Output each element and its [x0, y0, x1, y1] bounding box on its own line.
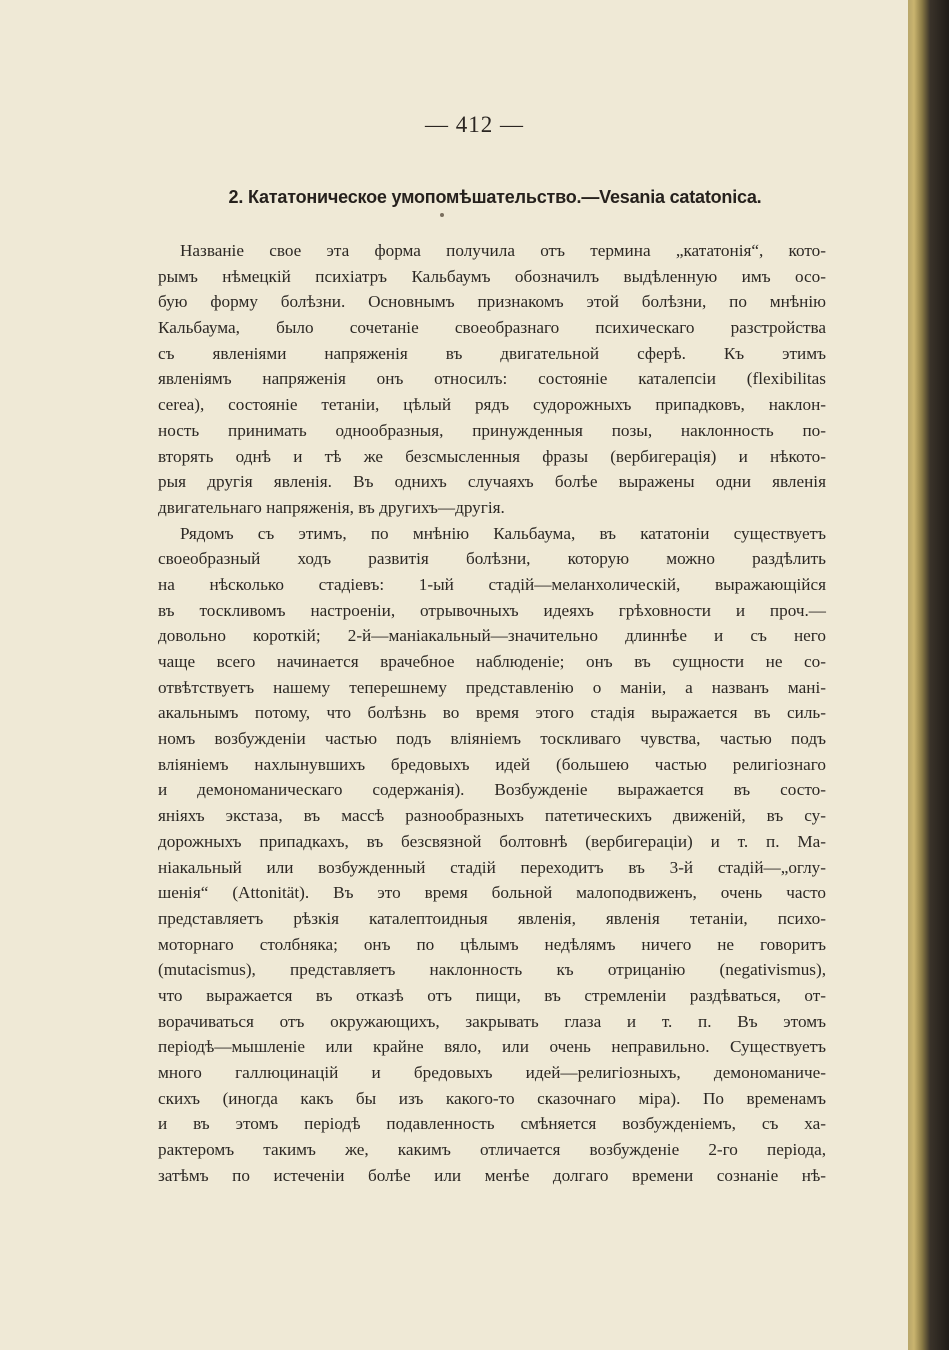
text-line: яніяхъ экстаза, въ массѣ разнообразныхъ патетическихъ движеній, въ су- [158, 806, 826, 826]
text-line: номъ возбужденіи частью подъ вліяніемъ тоскливаго чувства, частью подъ [158, 729, 826, 749]
text-line: своеобразный ходъ развитія болѣзни, которую можно раздѣлить [158, 549, 826, 569]
text-line: двигательнаго напряженія, въ другихъ—другія. [158, 497, 505, 517]
text-line: довольно короткій; 2-й—маніакальный—значительно длиннѣе и съ него [158, 626, 826, 646]
text-line: много галлюцинацій и бредовыхъ идей—религіозныхъ, демономаниче- [158, 1063, 826, 1082]
text-line: и въ этомъ періодѣ подавленность смѣняется возбужденіемъ, съ ха- [158, 1114, 826, 1134]
text-line: что выражается въ отказѣ отъ пищи, въ стремленіи раздѣваться, от- [158, 985, 826, 1005]
text-line: вліяніемъ нахлынувшихъ бредовыхъ идей (большею частью религіознаго [158, 754, 826, 774]
text-line: рыя другія явленія. Въ однихъ случаяхъ болѣе выражены одни явленія [158, 472, 826, 492]
body-text [158, 238, 826, 1188]
text-line: Кальбаума, было сочетаніе своеобразнаго психическаго разстройства [158, 318, 826, 338]
text-line: явленіямъ напряженія онъ относилъ: состояніе каталепсіи (flexibilitas [158, 369, 826, 389]
text-line: представляетъ рѣзкія каталептоидныя явленія, явленія тетаніи, психо- [158, 908, 826, 928]
text-line: чаще всего начинается врачебное наблюденіе; онъ въ сущности не со- [158, 652, 826, 671]
text-line: скихъ (иногда какъ бы изъ какого-то сказочнаго міра). По временамъ [158, 1088, 826, 1108]
text-line: Названіе свое эта форма получила отъ термина „кататонія“, кото- [180, 241, 826, 260]
text-line: съ явленіями напряженія въ двигательной сферѣ. Къ этимъ [158, 343, 826, 363]
text-line: рымъ нѣмецкій психіатръ Кальбаумъ обозначилъ выдѣленную имъ осо- [158, 266, 826, 286]
text-line: Рядомъ съ этимъ, по мнѣнію Кальбаума, въ кататоніи существуетъ [180, 523, 826, 543]
text-line: вторять однѣ и тѣ же безсмысленныя фразы (вербигерація) и нѣкото- [158, 446, 826, 466]
text-line: отвѣтствуетъ нашему теперешнему представленію о маніи, а названъ мані- [158, 677, 826, 697]
text-line: на нѣсколько стадіевъ: 1-ый стадій—меланхолическій, выражающійся [158, 574, 826, 594]
text-line: затѣмъ по истеченіи болѣе или менѣе долгаго времени сознаніе нѣ- [158, 1165, 826, 1185]
text-line: cerea), состояніе тетаніи, цѣлый рядъ судорожныхъ припадковъ, наклон- [158, 395, 826, 415]
text-line: акальнымъ потому, что болѣзнь во время этого стадія выражается въ силь- [158, 703, 826, 723]
text-line: періодѣ—мышленіе или крайне вяло, или очень неправильно. Существуетъ [158, 1037, 826, 1057]
text-line: бую форму болѣзни. Основнымъ признакомъ этой болѣзни, по мнѣнію [158, 292, 826, 312]
text-line: дорожныхъ припадкахъ, въ безсвязной болтовнѣ (вербигераціи) и т. п. Ма- [158, 831, 826, 851]
text-line: рактеромъ такимъ же, какимъ отличается возбужденіе 2-го періода, [158, 1140, 826, 1160]
text-line: въ тоскливомъ настроеніи, отрывочныхъ идеяхъ грѣховности и проч.— [158, 600, 826, 620]
text-line: шенія“ (Attonität). Въ это время больной малоподвиженъ, очень часто [158, 883, 826, 903]
text-line: ворачиваться отъ окружающихъ, закрывать глаза и т. п. Въ этомъ [158, 1011, 826, 1031]
print-speck [440, 213, 444, 217]
section-heading: 2. Кататоническое умопомѣшательство.—Vesania catatonica. [228, 187, 762, 207]
text-line: и демономаническаго содержанія). Возбужденіе выражается въ состо- [158, 780, 826, 800]
book-spine-edge [908, 0, 949, 1350]
text-line: ніакальный или возбужденный стадій переходитъ въ 3-й стадій—„оглу- [158, 857, 826, 877]
page-number: — 412 — [425, 112, 524, 137]
text-line: моторнаго столбняка; онъ по цѣлымъ недѣлямъ ничего не говоритъ [158, 934, 826, 954]
text-line: (mutacismus), представляетъ наклонность къ отрицанію (negativismus), [158, 960, 826, 980]
text-line: ность принимать однообразныя, принужденныя позы, наклонность по- [158, 420, 826, 440]
